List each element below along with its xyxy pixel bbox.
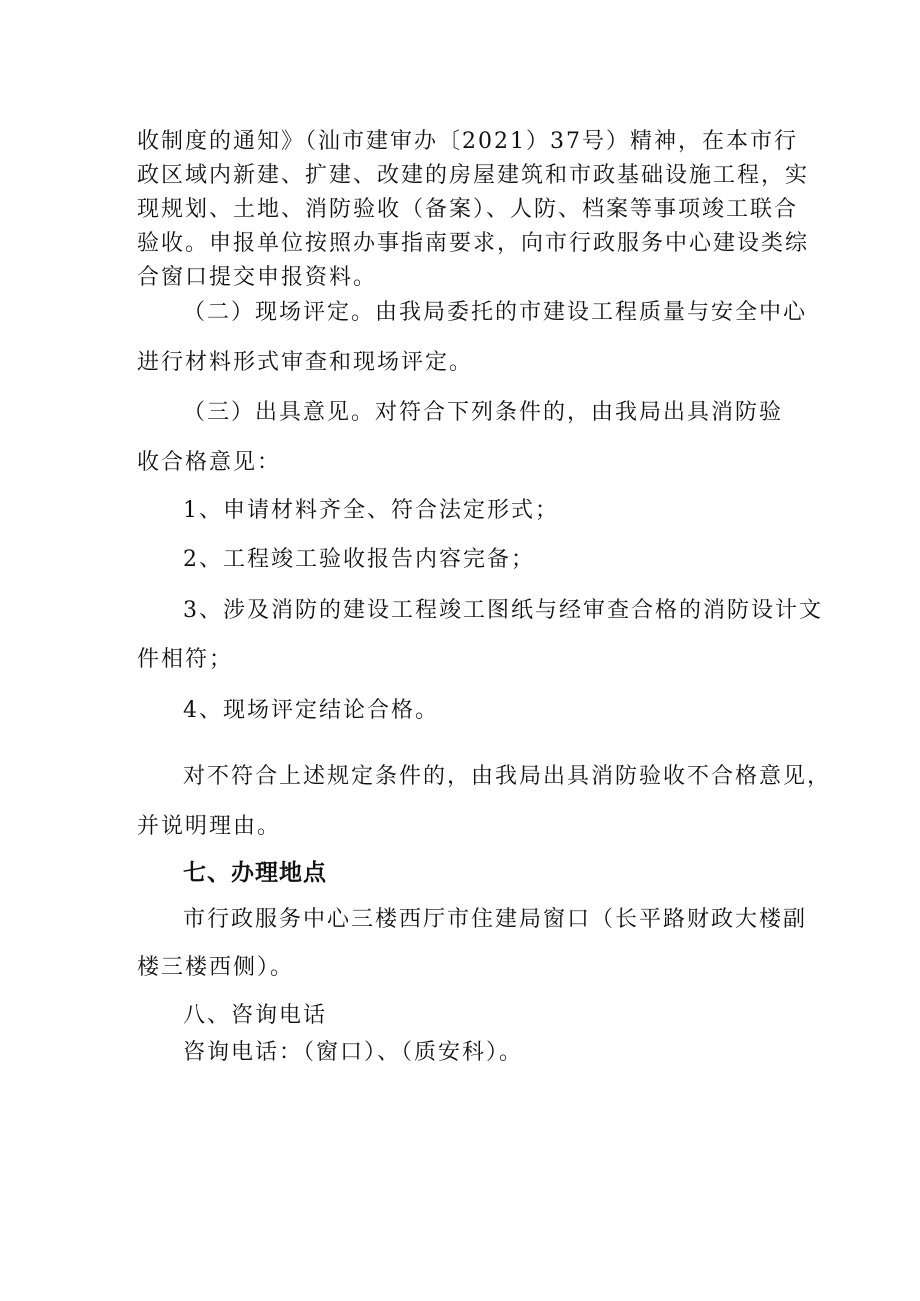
section-8-line-1: 咨询电话：（窗口）、（质安科）。 — [183, 1040, 524, 1065]
paragraph-3-line-2: 收合格意见： — [137, 450, 282, 475]
paragraph-1-line-3: 现规划、土地、消防验收（备案）、人防、档案等事项竣工联合 — [137, 197, 799, 222]
list-item-2: 2、工程竣工验收报告内容完备； — [183, 547, 535, 572]
list-item-3-line-1: 3、涉及消防的建设工程竣工图纸与经审查合格的消防设计文 — [183, 598, 823, 623]
section-7-line-1: 市行政服务中心三楼西厅市住建局窗口（长平路财政大楼副 — [183, 907, 808, 932]
paragraph-1-line-2: 政区域内新建、扩建、改建的房屋建筑和市政基础设施工程，实 — [137, 163, 810, 188]
paragraph-1-line-4: 验收。申报单位按照办事指南要求，向市行政服务中心建设类综 — [137, 231, 810, 256]
paragraph-2-line-1: （二）现场评定。由我局委托的市建设工程质量与安全中心 — [183, 300, 808, 325]
list-item-4: 4、现场评定结论合格。 — [183, 698, 439, 723]
paragraph-4-line-2: 并说明理由。 — [137, 814, 282, 839]
section-8-heading: 八、咨询电话 — [183, 1003, 328, 1028]
list-item-1: 1、申请材料齐全、符合法定形式； — [183, 498, 559, 523]
list-item-3-line-2: 件相符； — [137, 647, 234, 672]
paragraph-2-line-2: 进行材料形式审查和现场评定。 — [137, 350, 474, 375]
section-7-heading: 七、办理地点 — [183, 860, 327, 886]
paragraph-1-line-5: 合窗口提交申报资料。 — [137, 265, 378, 290]
section-7-line-2: 楼三楼西侧）。 — [137, 955, 295, 980]
paragraph-3-line-1: （三）出具意见。对符合下列条件的，由我局出具消防验 — [183, 400, 784, 425]
paragraph-4-line-1: 对不符合上述规定条件的，由我局出具消防验收不合格意见， — [183, 764, 832, 789]
paragraph-1-line-1: 收制度的通知》（汕市建审办〔2021）37号）精神，在本市行 — [137, 129, 798, 154]
